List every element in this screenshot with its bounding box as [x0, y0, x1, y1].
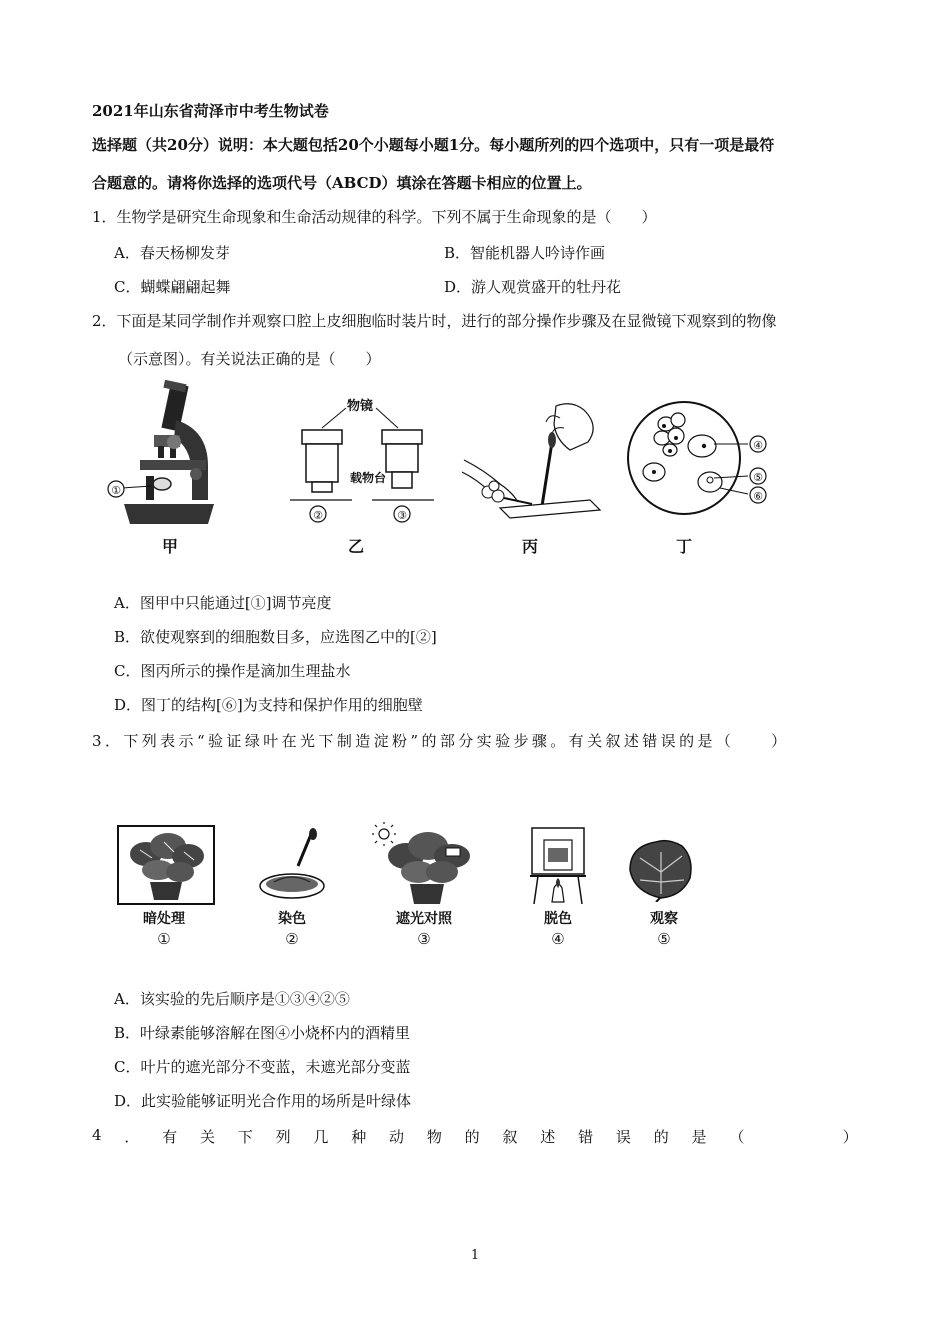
- q2-option-b: B．欲使观察到的细胞数目多，应选图乙中的[②]: [114, 628, 437, 646]
- q4-char: 错: [578, 1128, 594, 1146]
- figure-label-yi: 乙: [347, 537, 364, 556]
- q4-char: [767, 1126, 782, 1147]
- exam-title: 2021年山东省菏泽市中考生物试卷: [92, 102, 329, 120]
- step-num-2: ②: [285, 930, 299, 948]
- q4-char: （: [729, 1128, 745, 1146]
- q4-char: 物: [426, 1128, 442, 1146]
- q4-char: 下: [237, 1128, 253, 1146]
- q4-char: 种: [351, 1128, 367, 1146]
- step-label-1: 暗处理: [143, 911, 185, 927]
- label-objective: 物镜: [346, 399, 374, 414]
- step-label-5: 观察: [650, 911, 678, 927]
- q4-char: 是: [691, 1128, 707, 1146]
- q4-char: 的: [653, 1128, 669, 1146]
- q4-char: ．: [124, 1128, 140, 1146]
- q3-option-d: D．此实验能够证明光合作用的场所是叶绿体: [114, 1092, 412, 1110]
- label-4: ④: [753, 439, 763, 452]
- label-stage: 载物台: [349, 471, 387, 485]
- step-label-3: 遮光对照: [396, 911, 452, 927]
- q1-option-b: B．智能机器人吟诗作画: [444, 244, 606, 262]
- step-observe-figure: [626, 836, 696, 902]
- q3-option-a: A．该实验的先后顺序是①③④②⑤: [114, 990, 350, 1008]
- q3-option-c: C．叶片的遮光部分不变蓝，未遮光部分变蓝: [114, 1058, 411, 1076]
- q4-char: 述: [540, 1128, 556, 1146]
- microscope-figure: [104, 380, 234, 530]
- q2-option-a: A．图甲中只能通过[①]调节亮度: [114, 594, 332, 612]
- page-number: 1: [470, 1248, 480, 1263]
- q4-char: 几: [313, 1128, 329, 1146]
- cell-view-figure: [624, 396, 774, 520]
- q2-stem-line-2: （示意图）。有关说法正确的是（ ）: [118, 350, 381, 368]
- step-num-1: ①: [157, 930, 171, 948]
- q4-char: 误: [615, 1128, 631, 1146]
- q3-option-b: B．叶绿素能够溶解在图④小烧杯内的酒精里: [114, 1024, 411, 1042]
- q4-char: 4: [92, 1126, 102, 1144]
- figure-label-ding: 丁: [675, 537, 692, 556]
- q4-char: ）: [842, 1128, 858, 1146]
- q2-option-c: C．图丙所示的操作是滴加生理盐水: [114, 662, 351, 680]
- label-5: ⑤: [753, 471, 763, 484]
- q1-stem: 1．生物学是研究生命现象和生命活动规律的科学。下列不属于生命现象的是（ ）: [92, 208, 657, 226]
- intro-line-1: 选择题（共20分）说明：本大题包括20个小题每小题1分。每小题所列的四个选项中，只有一项是最符: [92, 136, 775, 154]
- intro-line-2: 合题意的。请将你选择的选项代号（ABCD）填涂在答题卡相应的位置上。: [92, 174, 592, 192]
- figure-label-bing: 丙: [521, 537, 538, 556]
- q3-stem: 3．下列表示“验证绿叶在光下制造淀粉”的部分实验步骤。有关叙述错误的是（ ）: [92, 732, 790, 750]
- figure-label-jia: 甲: [161, 537, 178, 556]
- q4-stem: [92, 1126, 858, 1147]
- step-staining-figure: [254, 828, 330, 904]
- step-num-4: ④: [551, 930, 565, 948]
- q4-char: 列: [275, 1128, 291, 1146]
- step-label-2: 染色: [278, 911, 306, 927]
- label-6: ⑥: [753, 490, 763, 503]
- q4-char: 叙: [502, 1128, 518, 1146]
- step-dark-treatment-figure: [116, 824, 216, 906]
- q4-char: 关: [199, 1128, 215, 1146]
- label-1: ①: [111, 484, 121, 497]
- objective-lens-figure: [286, 394, 436, 526]
- q1-option-c: C．蝴蝶翩翩起舞: [114, 278, 231, 296]
- step-shading-figure: [372, 822, 476, 906]
- step-decolor-figure: [526, 822, 592, 908]
- q2-stem-line-1: 2．下面是某同学制作并观察口腔上皮细胞临时装片时，进行的部分操作步骤及在显微镜下观察到的物像: [92, 312, 777, 330]
- q2-option-d: D．图丁的结构[⑥]为支持和保护作用的细胞壁: [114, 696, 423, 714]
- q4-char: [805, 1126, 820, 1147]
- step-label-4: 脱色: [544, 911, 572, 927]
- step-num-3: ③: [417, 930, 431, 948]
- q1-option-a: A．春天杨柳发芽: [114, 244, 230, 262]
- q4-char: 有: [162, 1128, 178, 1146]
- q4-char: 动: [389, 1128, 405, 1146]
- slide-preparation-figure: [460, 400, 608, 520]
- q4-char: 的: [464, 1128, 480, 1146]
- label-3: ③: [397, 509, 407, 522]
- q1-option-d: D．游人观赏盛开的牡丹花: [444, 278, 622, 296]
- label-2: ②: [313, 509, 323, 522]
- step-num-5: ⑤: [657, 930, 671, 948]
